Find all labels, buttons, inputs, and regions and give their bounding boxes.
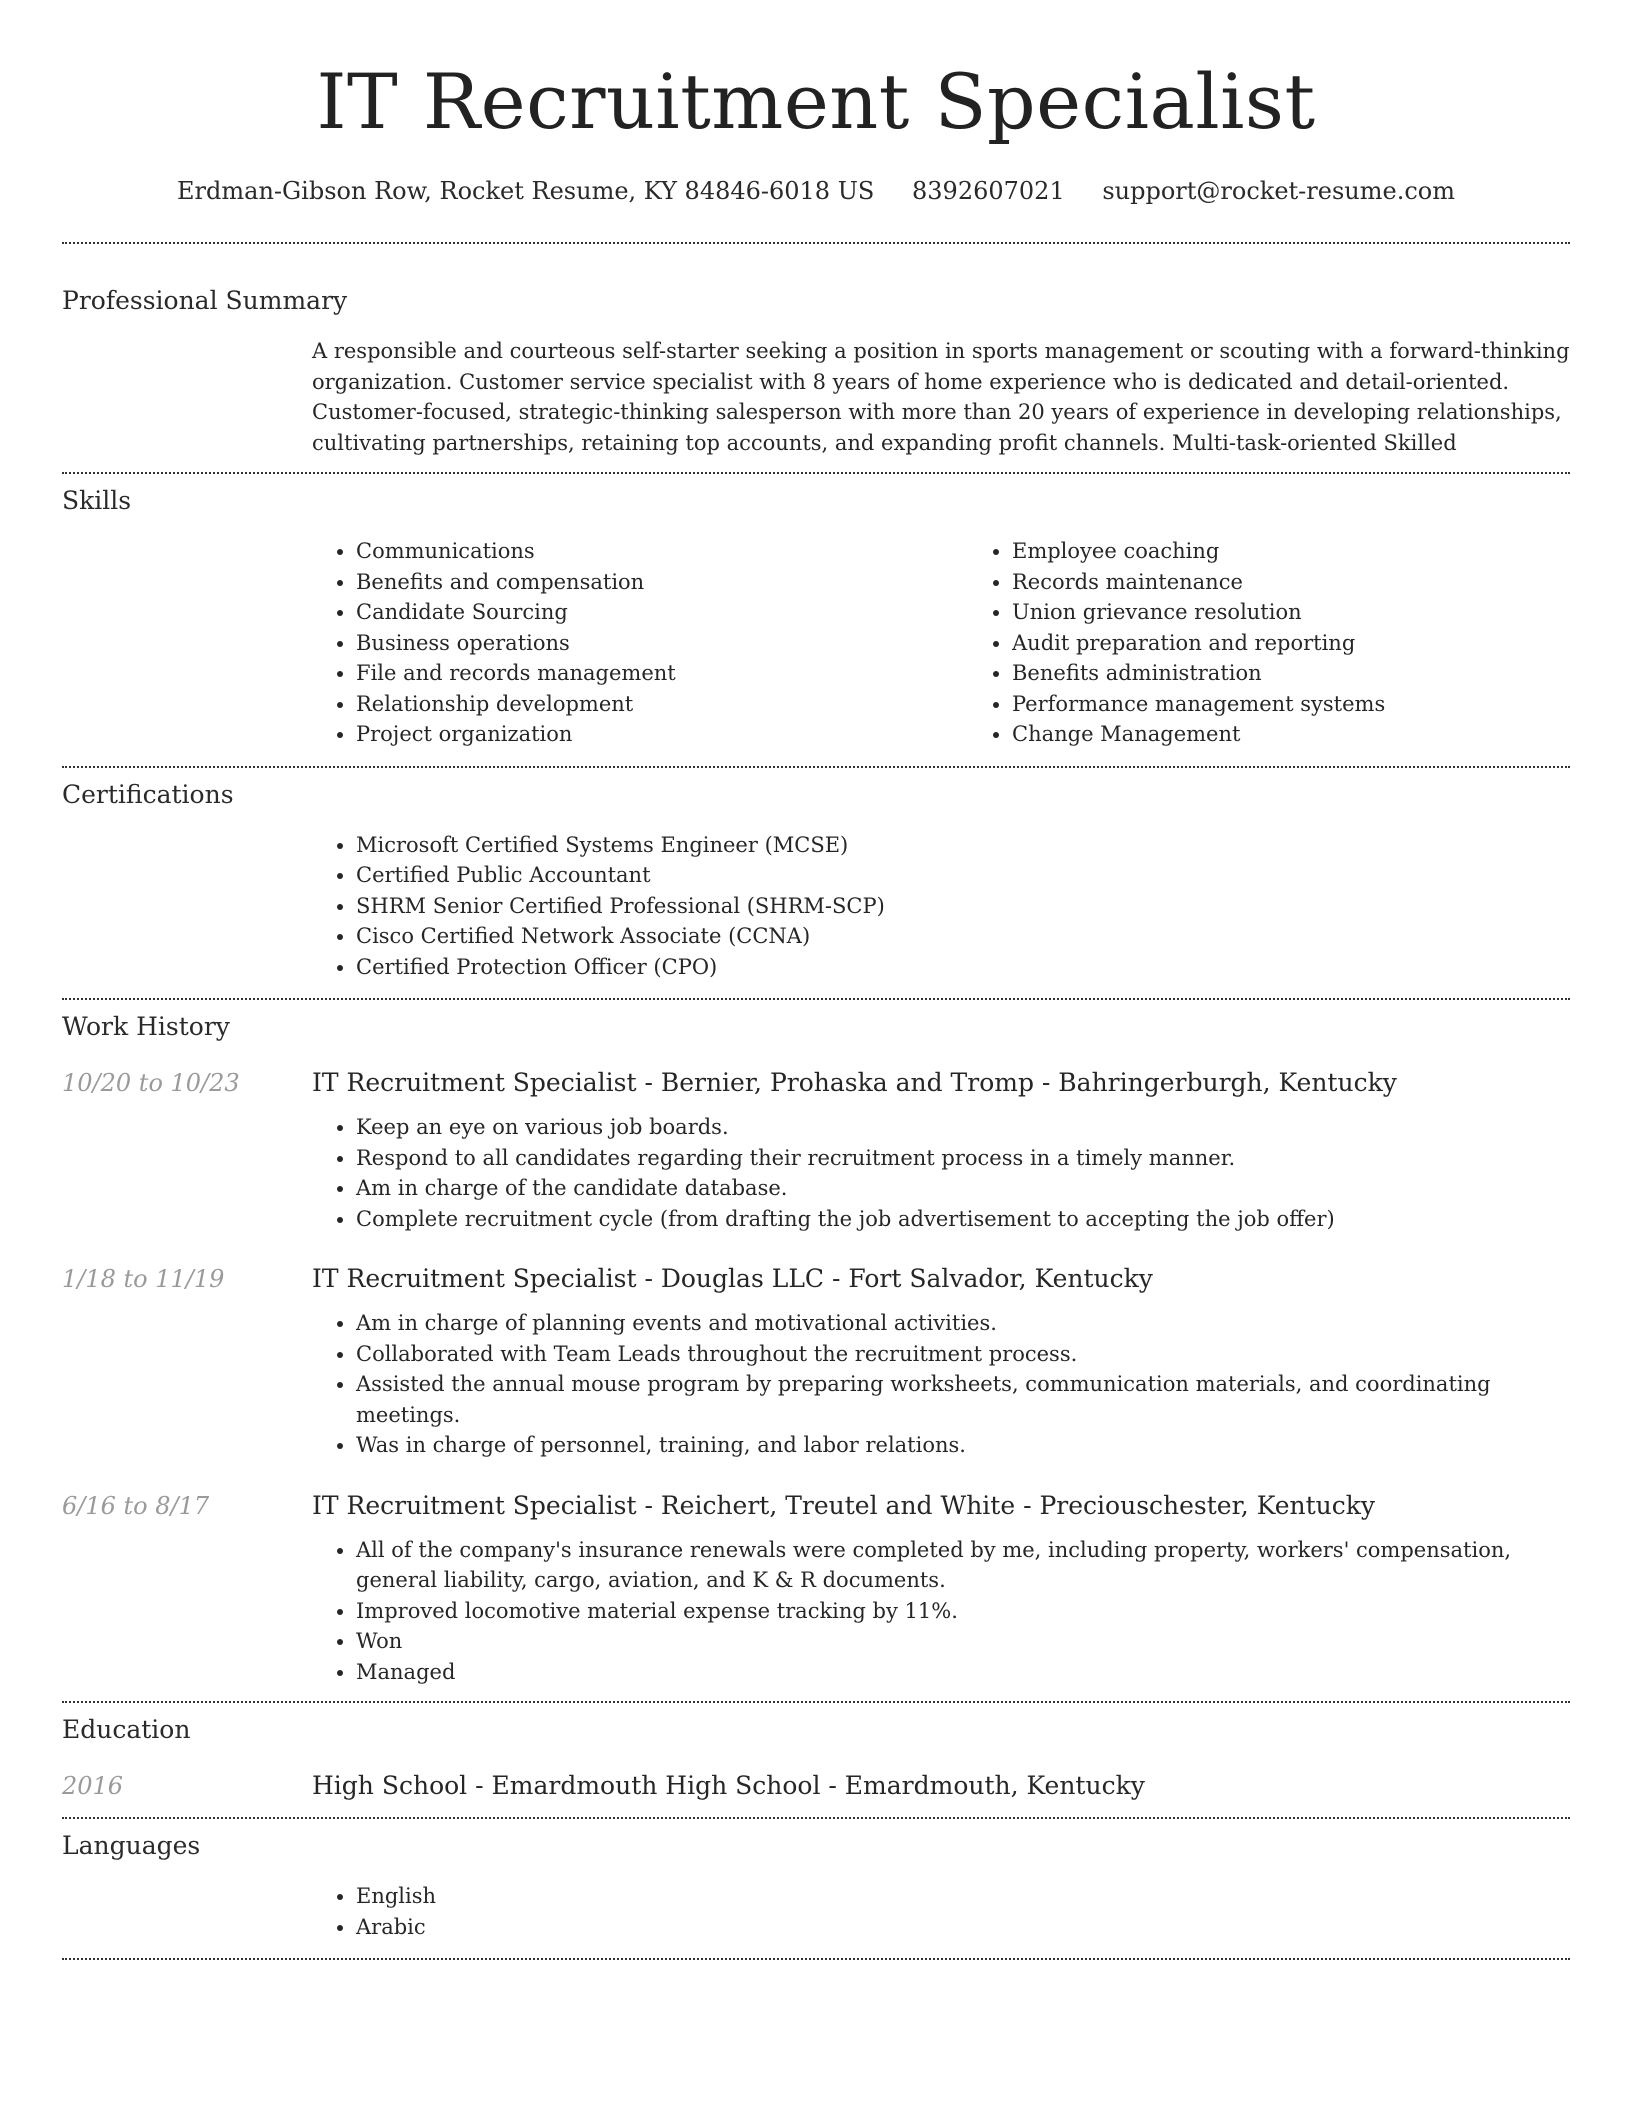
section-divider [62,1958,1570,1960]
job-details [312,1308,1570,1461]
skills-list-left [312,536,968,750]
languages-list [312,1881,1570,1942]
section-divider [62,1817,1570,1819]
job-bullet: • Assisted the annual mouse program by preparing worksheets, communication materials, and coordinating meetings. [356,1369,1570,1430]
job-dates: 6/16 to 8/17 [62,1491,210,1520]
job-header [62,1262,1570,1296]
skills-list-right [968,536,1570,750]
skill-item: • File and records management [356,658,968,689]
certifications-list [312,830,1570,983]
job-header [62,1066,1570,1100]
contact-phone: 8392607021 [912,177,1065,205]
job-bullet: • Collaborated with Team Leads throughout the recruitment process. [356,1339,1570,1370]
resume-name: IT Recruitment Specialist [316,57,1316,146]
skill-item: • Audit preparation and reporting [1012,628,1570,659]
job-bullet: • Won [356,1626,1570,1657]
certifications-section [62,778,1570,983]
certification-item: • Microsoft Certified Systems Engineer (MCSE) [356,830,1570,861]
job-bullet: • Improved locomotive material expense tracking by 11%. [356,1596,1570,1627]
language-item: • English [356,1881,1570,1912]
section-divider [62,472,1570,474]
languages-section [62,1829,1570,1942]
job-bullets [312,1308,1570,1461]
language-item: • Arabic [356,1912,1570,1943]
skill-item: • Candidate Sourcing [356,597,968,628]
job-title: IT Recruitment Specialist - Douglas LLC - Fort Salvador, Kentucky [312,1264,1153,1293]
contact-line [62,174,1570,208]
job-details [312,1535,1570,1688]
section-title-education: Education [62,1715,191,1744]
section-title-skills: Skills [62,486,132,515]
job-bullet: • Was in charge of personnel, training, and labor relations. [356,1430,1570,1461]
education-date: 2016 [62,1772,124,1800]
job-bullet: • Complete recruitment cycle (from drafting the job advertisement to accepting the job offer) [356,1204,1570,1235]
skill-item: • Communications [356,536,968,567]
job-bullet: • Am in charge of planning events and motivational activities. [356,1308,1570,1339]
section-title-summary: Professional Summary [62,286,348,315]
skill-item: • Benefits and compensation [356,567,968,598]
section-title-certifications: Certifications [62,779,234,809]
work-history-section [62,1010,1570,1687]
skill-item: • Business operations [356,628,968,659]
job-bullet: • Respond to all candidates regarding their recruitment process in a timely manner. [356,1143,1570,1174]
education-title: High School - Emardmouth High School - Emardmouth, Kentucky [312,1771,1145,1800]
job-title: IT Recruitment Specialist - Reichert, Treutel and White - Preciouschester, Kentucky [312,1490,1376,1520]
job-dates: 1/18 to 11/19 [62,1265,225,1293]
certification-item: • Certified Public Accountant [356,860,1570,891]
section-divider [62,1701,1570,1703]
job-bullet: • Keep an eye on various job boards. [356,1112,1570,1143]
job-entry [62,1066,1570,1234]
job-bullets [312,1535,1570,1688]
job-bullets [312,1112,1570,1234]
education-entry [62,1769,1570,1803]
job-bullet: • All of the company's insurance renewals were completed by me, including property, workers' compensation, general liability, cargo, aviation, and K & R documents. [356,1535,1570,1596]
job-header [62,1489,1570,1523]
section-divider [62,998,1570,1000]
section-title-languages: Languages [62,1831,201,1860]
skill-item: • Project organization [356,719,968,750]
skill-item: • Union grievance resolution [1012,597,1570,628]
summary-text: A responsible and courteous self-starter seeking a position in sports management or scouting with a forward-thinking organization. Customer service specialist with 8 years of home experience who is dedicated and detail-oriented. Customer-focused, strategic-thinking salesperson with more than 20 years of experience in developing relationships, cultivating partnerships, retaining top accounts, and expanding profit channels. Multi-task-oriented Skilled [312,339,1570,455]
contact-address: Erdman-Gibson Row, Rocket Resume, KY 84846-6018 US [177,177,875,205]
certification-item: • Cisco Certified Network Associate (CCNA) [356,921,1570,952]
job-bullet: • Managed [356,1657,1570,1688]
skill-item: • Employee coaching [1012,536,1570,567]
skill-item: • Change Management [1012,719,1570,750]
summary-section [62,284,1570,458]
education-section [62,1713,1570,1803]
job-details [312,1112,1570,1234]
certification-item: • SHRM Senior Certified Professional (SHRM-SCP) [356,891,1570,922]
languages-content [312,1881,1570,1942]
job-title: IT Recruitment Specialist - Bernier, Prohaska and Tromp - Bahringerburgh, Kentucky [312,1068,1397,1097]
job-dates: 10/20 to 10/23 [62,1069,240,1097]
section-title-work-history: Work History [62,1012,230,1041]
job-entry [62,1262,1570,1461]
job-entry [62,1489,1570,1688]
certification-item: • Certified Protection Officer (CPO) [356,952,1570,983]
skill-item: • Performance management systems [1012,689,1570,720]
skill-item: • Relationship development [356,689,968,720]
skill-item: • Records maintenance [1012,567,1570,598]
contact-email: support@rocket-resume.com [1102,177,1455,205]
skills-grid [312,536,1570,750]
section-divider [62,766,1570,768]
skill-item: • Benefits administration [1012,658,1570,689]
section-divider [62,242,1570,244]
job-bullet: • Am in charge of the candidate database. [356,1173,1570,1204]
certifications-content [312,830,1570,983]
skills-section [62,484,1570,750]
